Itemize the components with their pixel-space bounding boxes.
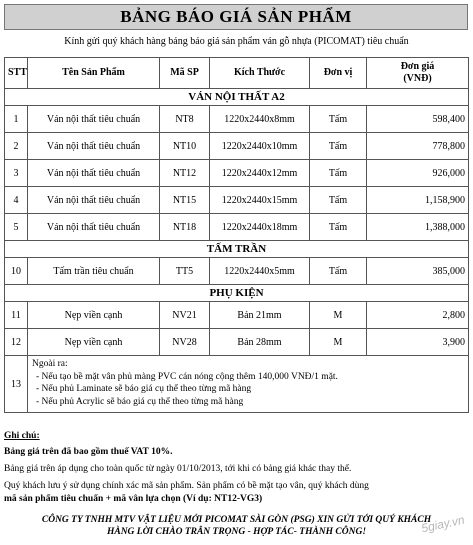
cell-size: 1220x2440x12mm (210, 160, 310, 187)
header-price-line1: Đơn giá (400, 61, 435, 72)
cell-size: 1220x2440x15mm (210, 187, 310, 214)
cell-stt: 2 (5, 133, 28, 160)
cell-code: TT5 (160, 258, 210, 285)
cell-size: 1220x2440x8mm (210, 106, 310, 133)
table-header-row (5, 58, 469, 89)
cell-price: 1,388,000 (367, 214, 469, 241)
table-row (5, 214, 469, 241)
cell-stt: 1 (5, 106, 28, 133)
footer-label: Ghi chú: (4, 431, 40, 441)
header-stt: STT (5, 58, 28, 89)
cell-stt: 12 (5, 329, 28, 356)
cell-size: 1220x2440x18mm (210, 214, 310, 241)
cell-unit: Tấm (310, 187, 367, 214)
table-row (5, 329, 469, 356)
notes-line: - Nếu phủ Acrylic sẽ báo giá cụ thể theo từng mã hàng (36, 396, 244, 407)
table-row (5, 106, 469, 133)
cell-price: 385,000 (367, 258, 469, 285)
cell-name: Nẹp viền cạnh (28, 302, 160, 329)
cell-unit: Tấm (310, 258, 367, 285)
cell-size: 1220x2440x10mm (210, 133, 310, 160)
footer-line (4, 480, 470, 493)
cell-unit: Tấm (310, 106, 367, 133)
table-row (5, 187, 469, 214)
cell-unit: Tấm (310, 133, 367, 160)
company-line: HÀNG LỜI CHÀO TRÂN TRỌNG - HỢP TÁC- THÀNH CÔNG! (106, 527, 367, 537)
cell-stt: 10 (5, 258, 28, 285)
cell-unit: M (310, 329, 367, 356)
cell-price: 3,900 (367, 329, 469, 356)
notes-line: - Nếu phủ Laminate sẽ báo giá cụ thể theo từng mã hàng (36, 384, 252, 394)
cell-stt: 4 (5, 187, 28, 214)
notes-line: - Nếu tạo bề mặt vân phủ màng PVC cán nóng cộng thêm 140,000 VNĐ/1 mặt. (36, 371, 338, 382)
price-table (4, 57, 469, 413)
cell-stt: 5 (5, 214, 28, 241)
section-title: TẤM TRẦN (5, 241, 469, 258)
notes-stt: 13 (5, 356, 28, 413)
footer-line: Bảng giá trên đã bao gồm thuế VAT 10%. (4, 447, 173, 457)
cell-stt: 3 (5, 160, 28, 187)
table-row (5, 302, 469, 329)
company-line: CÔNG TY TNHH MTV VẬT LIỆU MỚI PICOMAT SÀI GÒN (PSG) XIN GỬI TỚI QUÝ KHÁCH (41, 515, 432, 525)
footer-line: Bảng giá trên áp dụng cho toàn quốc từ ngày 01/10/2013, tới khi có bảng giá khác thay thế. (4, 464, 352, 474)
section-row (5, 89, 469, 106)
cell-name: Ván nội thất tiêu chuẩn (28, 133, 160, 160)
cell-stt: 11 (5, 302, 28, 329)
cell-code: NT12 (160, 160, 210, 187)
cell-size: 1220x2440x5mm (210, 258, 310, 285)
intro-text: Kính gửi quý khách hàng bảng báo giá sản phẩm ván gỗ nhựa (PICOMAT) tiêu chuẩn (64, 36, 409, 47)
footer-line-text: Quý khách lưu ý sử dụng chính xác mã sản phẩm. Sản phẩm có bề mặt tạo vân, quý khách dùng (4, 481, 369, 491)
header-price-line2: (VNĐ) (403, 73, 432, 84)
table-row (5, 160, 469, 187)
cell-code: NT10 (160, 133, 210, 160)
header-price (367, 58, 469, 89)
cell-size: Bản 28mm (210, 329, 310, 356)
page-title: BẢNG BÁO GIÁ SẢN PHẨM (4, 4, 468, 30)
cell-name: Ván nội thất tiêu chuẩn (28, 160, 160, 187)
cell-price: 2,800 (367, 302, 469, 329)
notes-heading: Ngoài ra: (32, 359, 68, 369)
notes-row (5, 356, 469, 413)
section-title: VÁN NỘI THẤT A2 (5, 89, 469, 106)
table-row (5, 133, 469, 160)
section-row (5, 241, 469, 258)
cell-code: NV28 (160, 329, 210, 356)
cell-code: NT18 (160, 214, 210, 241)
section-row (5, 285, 469, 302)
cell-code: NV21 (160, 302, 210, 329)
cell-price: 598,400 (367, 106, 469, 133)
footer-notes (4, 430, 470, 510)
header-code: Mã SP (160, 58, 210, 89)
header-unit: Đơn vị (310, 58, 367, 89)
cell-name: Ván nội thất tiêu chuẩn (28, 187, 160, 214)
cell-price: 1,158,900 (367, 187, 469, 214)
header-name: Tên Sản Phẩm (28, 58, 160, 89)
watermark: 5giay.vn (420, 512, 466, 536)
cell-unit: M (310, 302, 367, 329)
notes-cell (28, 356, 469, 413)
cell-code: NT15 (160, 187, 210, 214)
header-size: Kích Thước (210, 58, 310, 89)
cell-name: Ván nội thất tiêu chuẩn (28, 214, 160, 241)
cell-size: Bản 21mm (210, 302, 310, 329)
cell-price: 778,800 (367, 133, 469, 160)
cell-name: Nẹp viền cạnh (28, 329, 160, 356)
cell-name: Ván nội thất tiêu chuẩn (28, 106, 160, 133)
cell-unit: Tấm (310, 214, 367, 241)
cell-name: Tấm trần tiêu chuẩn (28, 258, 160, 285)
footer-line: mã sản phẩm tiêu chuẩn + mã vân lựa chọn (Ví dụ: NT12-VG3) (4, 494, 263, 504)
company-greeting (0, 514, 473, 538)
table-row (5, 258, 469, 285)
section-title: PHỤ KIỆN (5, 285, 469, 302)
cell-unit: Tấm (310, 160, 367, 187)
cell-price: 926,000 (367, 160, 469, 187)
cell-code: NT8 (160, 106, 210, 133)
